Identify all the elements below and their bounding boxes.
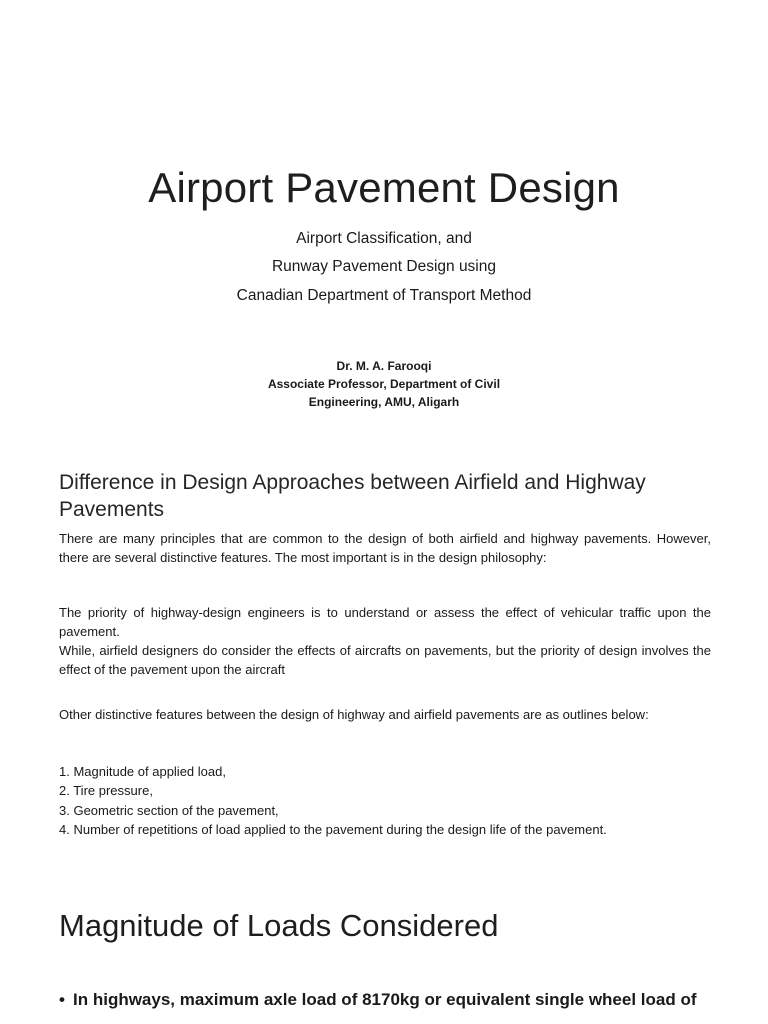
list-item: 4. Number of repetitions of load applied to the pavement during the design life of the pavement. [59, 821, 607, 837]
document-title: Airport Pavement Design [148, 164, 620, 211]
subtitle-line-1: Airport Classification, and [296, 230, 472, 247]
paragraph-priorities-line-2: While, airfield designers do consider the effects of aircrafts on pavements, but the priority of design involves the effect of the pavement upon the aircraft [59, 643, 711, 677]
author-affiliation-line-2: Engineering, AMU, Aligarh [308, 395, 460, 409]
subtitle-line-3: Canadian Department of Transport Method [236, 287, 532, 304]
section-heading-design-approaches: Difference in Design Approaches between Airfield and Highway Pavements [59, 471, 646, 521]
section-heading-magnitude-of-loads: Magnitude of Loads Considered [59, 908, 499, 943]
list-item: 3. Geometric section of the pavement, [59, 802, 279, 818]
paragraph-distinctive-features: Other distinctive features between the design of highway and airfield pavements are as outlines below: [59, 707, 649, 722]
author-affiliation-line-1: Associate Professor, Department of Civil [267, 377, 501, 391]
features-list [59, 762, 719, 839]
bullet-text: In highways, maximum axle load of 8170kg or equivalent single wheel load of [73, 990, 697, 1009]
bullet-item-highways [59, 990, 759, 1010]
paragraph-priorities-line-1: The priority of highway-design engineers is to understand or assess the effect of vehicular traffic upon the pavement. [59, 605, 711, 639]
paragraph-priorities [59, 603, 711, 679]
bullet-icon: • [59, 990, 65, 1009]
list-item: 1. Magnitude of applied load, [59, 764, 226, 779]
list-item: 2. Tire pressure, [59, 783, 153, 799]
paragraph-principles: There are many principles that are common to the design of both airfield and highway pavements. However, there are several distinctive features. The most important is in the design philosophy: [59, 531, 711, 565]
subtitle-line-2: Runway Pavement Design using [271, 258, 496, 275]
author-name: Dr. M. A. Farooqi [336, 359, 432, 373]
